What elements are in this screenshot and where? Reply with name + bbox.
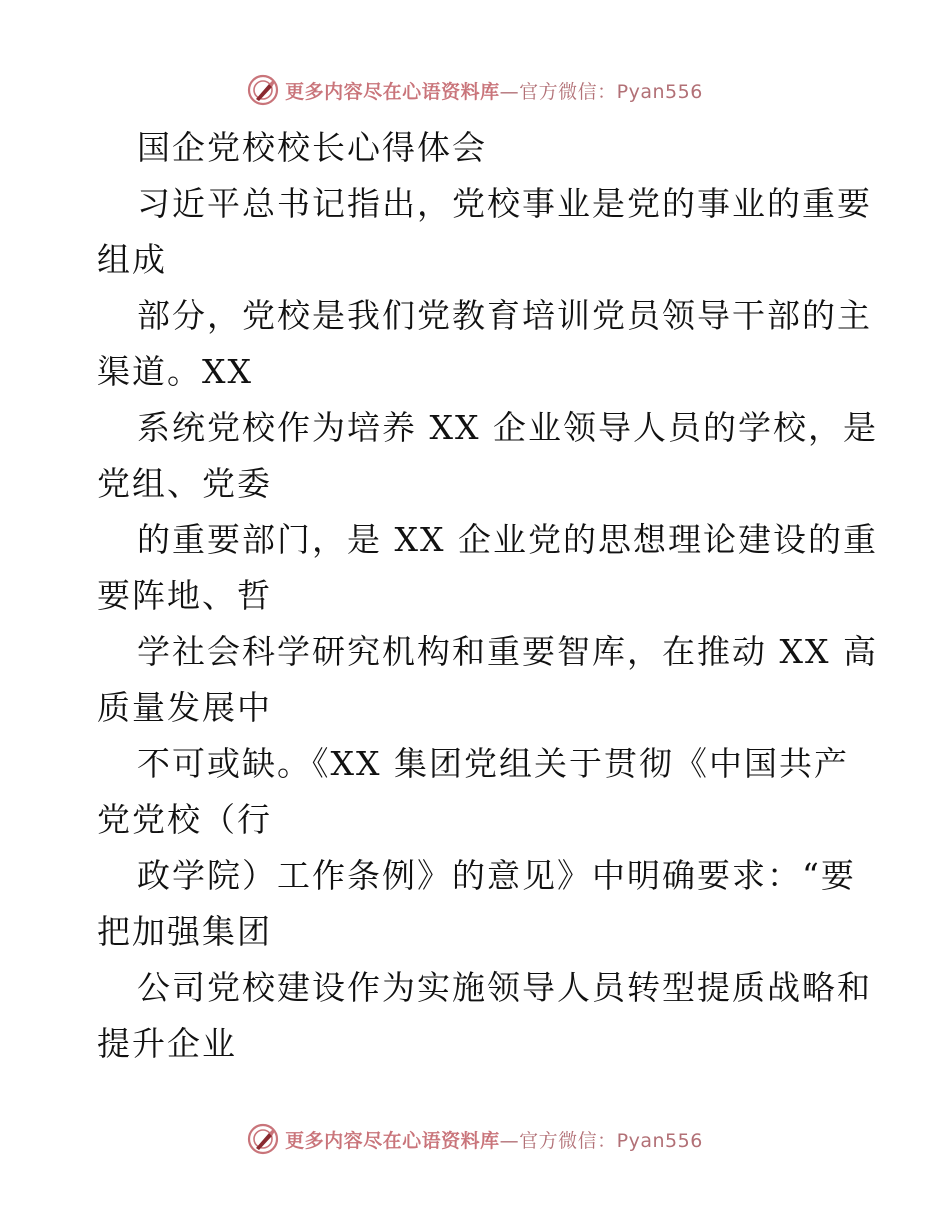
text-line: 提升企业 [97, 1024, 237, 1063]
document-body [97, 120, 878, 1072]
banner-main-text: 更多内容尽在心语资料库 [285, 1129, 500, 1152]
pen-nib-logo-icon [247, 74, 279, 106]
text-line: 学社会科学研究机构和重要智库，在推动 XX 高 [137, 632, 878, 671]
text-line: 要阵地、哲 [97, 576, 272, 615]
text-line: 质量发展中 [97, 688, 272, 727]
text-line: 的重要部门，是 XX 企业党的思想理论建设的重 [137, 520, 878, 559]
header-watermark-banner [0, 70, 950, 110]
banner-sub-text: —官方微信：Pyan556 [499, 80, 703, 103]
text-line: 党党校（行 [97, 800, 272, 839]
text-line: 公司党校建设作为实施领导人员转型提质战略和 [137, 968, 872, 1007]
text-line: 把加强集团 [97, 912, 272, 951]
text-line: 系统党校作为培养 XX 企业领导人员的学校，是 [137, 408, 878, 447]
footer-watermark-banner [0, 1119, 950, 1159]
text-line: 不可或缺。《XX 集团党组关于贯彻《中国共产 [137, 744, 849, 783]
banner-main-text: 更多内容尽在心语资料库 [285, 80, 500, 103]
text-line: 习近平总书记指出，党校事业是党的事业的重要 [137, 184, 872, 223]
text-line: 渠道。XX [97, 352, 253, 391]
text-line: 国企党校校长心得体会 [137, 128, 487, 167]
text-line: 政学院）工作条例》的意见》中明确要求：“要 [137, 856, 856, 895]
text-line: 部分，党校是我们党教育培训党员领导干部的主 [137, 296, 872, 335]
text-line: 组成 [97, 240, 167, 279]
pen-nib-logo-icon [247, 1123, 279, 1155]
banner-sub-text: —官方微信：Pyan556 [499, 1129, 703, 1152]
text-line: 党组、党委 [97, 464, 272, 503]
